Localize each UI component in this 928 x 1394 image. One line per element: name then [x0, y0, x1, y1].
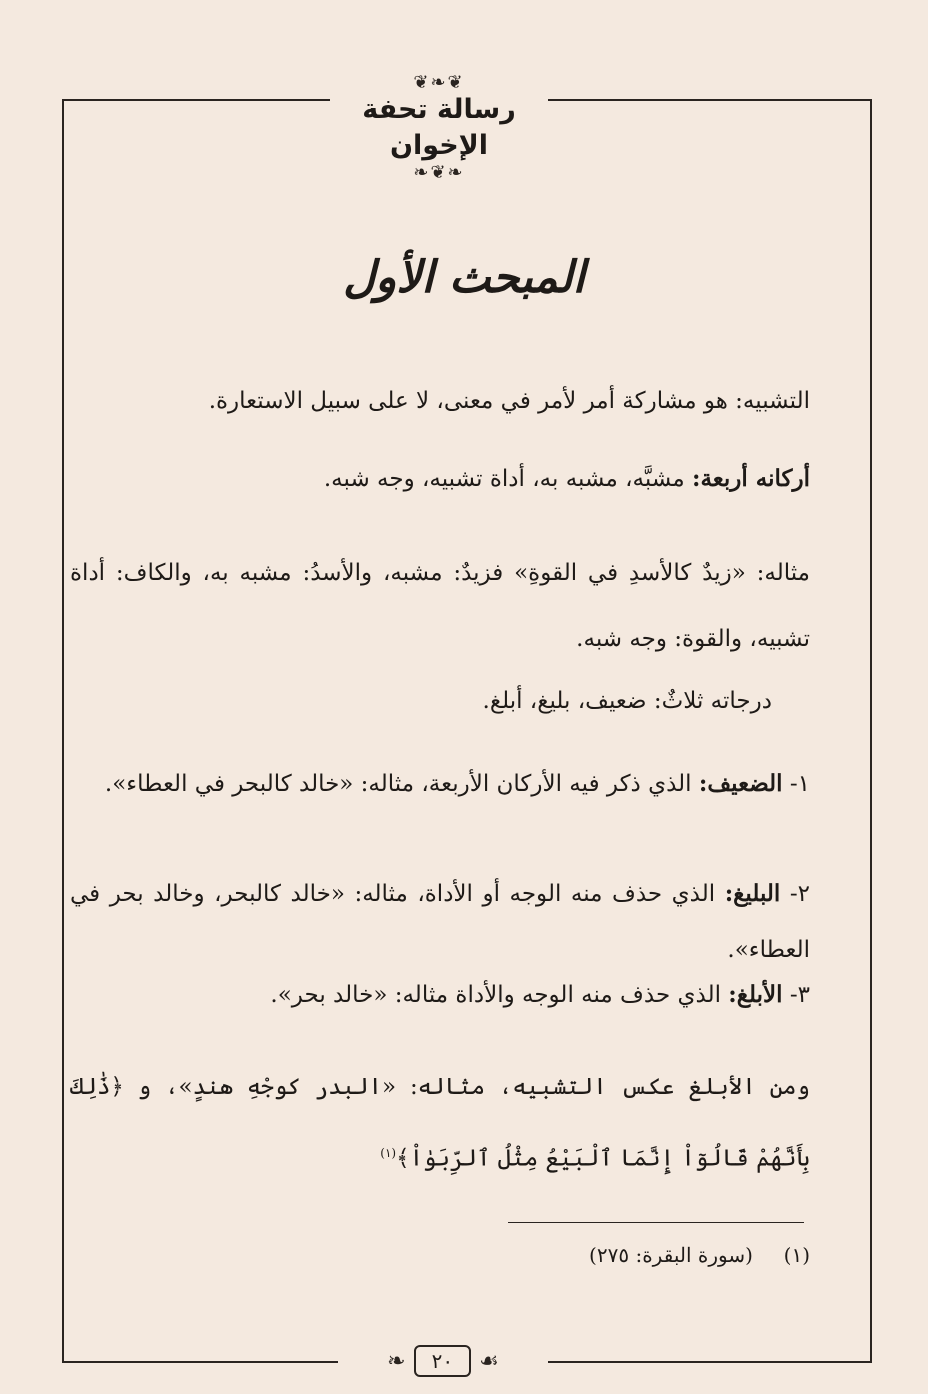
footnote-number: (١) — [783, 1243, 810, 1267]
frame-bottom-left-rule — [62, 1361, 338, 1363]
footnote — [589, 1240, 810, 1270]
paragraph-reversal — [70, 1054, 810, 1192]
folio-scroll-left-icon: ❧ — [387, 1348, 406, 1374]
page-number: ٢٠ — [414, 1345, 471, 1377]
frame-top-right-rule — [548, 99, 872, 101]
degrees-text: درجاته ثلاثٌ: ضعيف، بليغ، أبلغ. — [482, 688, 772, 714]
term-tashbih: التشبيه: — [735, 388, 810, 414]
paragraph-degrees — [70, 684, 810, 718]
running-head — [330, 72, 548, 183]
frame-bottom-right-rule — [548, 1361, 872, 1363]
term-weak: الضعيف: — [698, 770, 783, 797]
item-text: الذي حذف منه الوجه والأداة مثاله: «خالد بحر». — [270, 982, 729, 1008]
footnote-rule — [508, 1222, 804, 1223]
item-number: ٣- — [782, 982, 810, 1008]
frame-right-rule — [870, 99, 872, 1361]
reversal-text: ومن الأبلغ عكس التشبيه، مثاله: «البدر كوجْهِ هندٍ»، و ﴿ذَٰلِكَ بِأَنَّهُمْ قَالُوٓاْ إِنَّمَا ٱلْبَيْعُ مِثْلُ ٱلرِّبَوٰاْ﴾ — [70, 1074, 810, 1172]
running-head-title: رسالة تحفة الإخوان — [362, 94, 516, 161]
item-number: ١- — [782, 771, 810, 797]
item-text: الذي حذف منه الوجه أو الأداة، مثاله: «خالد كالبحر، وخالد بحر في العطاء». — [70, 881, 810, 963]
item-text: الذي ذكر فيه الأركان الأربعة، مثاله: «خالد كالبحر في العطاء». — [104, 771, 699, 797]
item-number: ٢- — [780, 881, 810, 907]
list-item-eloquent — [70, 866, 810, 978]
term-most-eloquent: الأبلغ: — [728, 981, 783, 1008]
term-eloquent: البليغ: — [724, 880, 781, 907]
folio-scroll-right-icon: ☙ — [479, 1348, 499, 1374]
definition-text: هو مشاركة أمر لأمر في معنى، لا على سبيل الاستعارة. — [208, 388, 736, 414]
term-pillars: أركانه أربعة: — [691, 465, 810, 492]
chapter-title: المبحث الأول — [343, 252, 585, 303]
ornament-top-icon: ❦❧❦ — [413, 72, 465, 93]
list-item-weak — [70, 756, 810, 812]
ornament-bottom-icon: ❧❦❧ — [413, 162, 465, 183]
frame-top-left-rule — [62, 99, 330, 101]
frame-left-rule — [62, 99, 64, 1361]
folio — [338, 1336, 548, 1386]
paragraph-pillars — [70, 462, 810, 496]
example-text: مثاله: «زيدٌ كالأسدِ في القوةِ» فزيدٌ: مشبه، والأسدُ: مشبه به، والكاف: أداة تشبيه، والقوة: وجه شبه. — [70, 560, 810, 652]
footnote-marker: (١) — [380, 1146, 397, 1160]
list-item-most-eloquent — [70, 978, 810, 1012]
paragraph-example — [70, 540, 810, 672]
paragraph-definition — [70, 384, 810, 418]
footnote-text: (سورة البقرة: ٢٧٥) — [589, 1243, 753, 1267]
pillars-text: مشبَّه، مشبه به، أداة تشبيه، وجه شبه. — [323, 466, 692, 492]
